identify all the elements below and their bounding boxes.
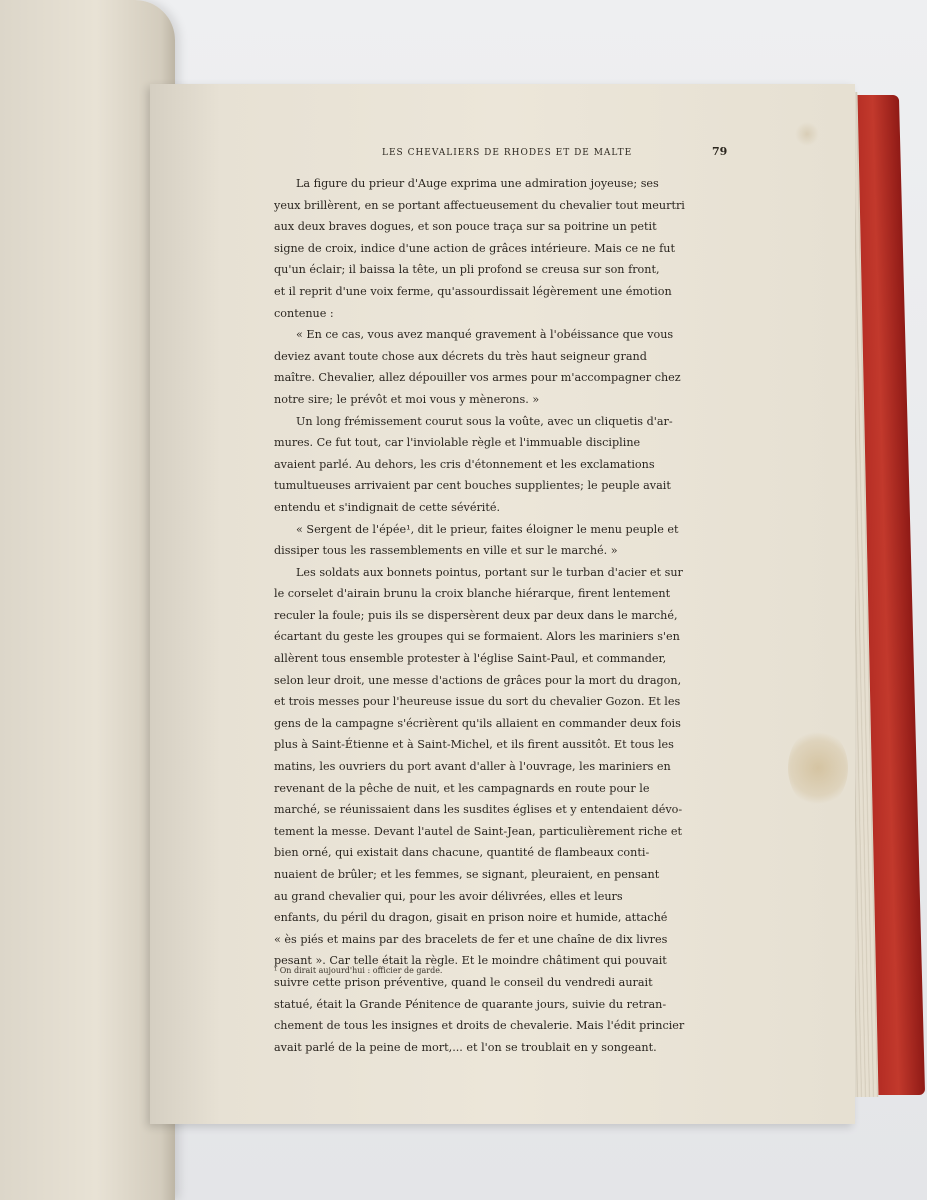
body-text xyxy=(274,173,740,1058)
text-line: nuaient de brûler; et les femmes, se signant, pleuraient, en pensant xyxy=(274,868,660,881)
text-line: entendu et s'indignait de cette sévérité. xyxy=(274,500,501,514)
text-line: notre sire; le prévôt et moi vous y mènerons. » xyxy=(274,392,540,406)
text-line: « Sergent de l'épée¹, dit le prieur, faites éloigner le menu peuple et xyxy=(296,522,679,536)
footnote: ¹ On dirait aujourd'hui : officier de garde. xyxy=(274,966,443,975)
paragraph xyxy=(274,324,740,410)
text-line: contenue : xyxy=(274,306,334,320)
text-line: suivre cette prison préventive, quand le conseil du vendredi aurait xyxy=(274,975,653,989)
text-line: mures. Ce fut tout, car l'inviolable règle et l'immuable discipline xyxy=(274,436,641,450)
text-line: allèrent tous ensemble protester à l'église Saint-Paul, et commander, xyxy=(274,652,667,666)
text-line: qu'un éclair; il baissa la tête, un pli profond se creusa sur son front, xyxy=(274,263,660,277)
paragraph xyxy=(274,519,740,562)
text-line: tement la messe. Devant l'autel de Saint-Jean, particulièrement riche et xyxy=(274,824,682,838)
text-line: bien orné, qui existait dans chacune, quantité de flambeaux conti- xyxy=(274,846,650,860)
text-line: marché, se réunissaient dans les susdites églises et y entendaient dévo- xyxy=(274,803,683,817)
text-line: reculer la foule; puis ils se dispersèrent deux par deux dans le marché, xyxy=(274,608,678,622)
text-line: chement de tous les insignes et droits de chevalerie. Mais l'édit princier xyxy=(274,1019,685,1033)
text-line: avaient parlé. Au dehors, les cris d'étonnement et les exclamations xyxy=(274,457,655,471)
text-line: Les soldats aux bonnets pointus, portant sur le turban d'acier et sur xyxy=(296,565,683,579)
paragraph xyxy=(274,173,740,324)
paragraph xyxy=(274,411,740,519)
text-line: signe de croix, indice d'une action de grâces intérieure. Mais ce ne fut xyxy=(274,241,675,255)
paragraph xyxy=(274,562,740,1059)
text-line: tumultueuses arrivaient par cent bouches supplientes; le peuple avait xyxy=(274,479,671,493)
text-line: enfants, du péril du dragon, gisait en prison noire et humide, attaché xyxy=(274,911,668,925)
text-line: dissiper tous les rassemblements en ville et sur le marché. » xyxy=(274,544,618,558)
text-line: yeux brillèrent, en se portant affectueusement du chevalier tout meurtri xyxy=(274,198,685,212)
text-line: « ès piés et mains par des bracelets de fer et une chaîne de dix livres xyxy=(274,932,668,946)
text-line: et il reprit d'une voix ferme, qu'assourdissait légèrement une émotion xyxy=(274,284,672,298)
text-line: plus à Saint-Étienne et à Saint-Michel, et ils firent aussitôt. Et tous les xyxy=(274,738,674,752)
text-line: et trois messes pour l'heureuse issue du sort du chevalier Gozon. Et les xyxy=(274,695,681,709)
text-line: Un long frémissement courut sous la voûte, avec un cliquetis d'ar- xyxy=(296,414,673,428)
text-line: au grand chevalier qui, pour les avoir délivrées, elles et leurs xyxy=(274,889,623,903)
text-line: selon leur droit, une messe d'actions de grâces pour la mort du dragon, xyxy=(274,673,682,687)
text-line: deviez avant toute chose aux décrets du très haut seigneur grand xyxy=(274,349,647,363)
text-line: maître. Chevalier, allez dépouiller vos armes pour m'accompagner chez xyxy=(274,371,681,385)
text-line: revenant de la pêche de nuit, et les campagnards en route pour le xyxy=(274,781,650,795)
text-line: La figure du prieur d'Auge exprima une admiration joyeuse; ses xyxy=(296,177,659,190)
text-line: le corselet d'airain brunu la croix blanche hiérarque, firent lentement xyxy=(274,587,671,601)
text-line: avait parlé de la peine de mort,... et l'on se troublait en y songeant. xyxy=(274,1040,657,1054)
page-number: 79 xyxy=(712,145,728,158)
foxing-stain xyxy=(788,728,848,808)
text-line: matins, les ouvriers du port avant d'aller à l'ouvrage, les mariniers en xyxy=(274,760,671,774)
text-line: « En ce cas, vous avez manqué gravement à l'obéissance que vous xyxy=(296,328,674,342)
foxing-stain-small xyxy=(795,122,819,146)
text-line: aux deux braves dogues, et son pouce traça sur sa poitrine un petit xyxy=(274,220,657,234)
text-line: pesant ». Car telle était la règle. Et le moindre châtiment qui pouvait xyxy=(274,954,667,968)
text-line: écartant du geste les groupes qui se formaient. Alors les mariniers s'en xyxy=(274,630,680,644)
running-head: LES CHEVALIERS DE RHODES ET DE MALTE xyxy=(382,148,633,158)
left-page xyxy=(0,0,175,1200)
text-line: gens de la campagne s'écrièrent qu'ils allaient en commander deux fois xyxy=(274,716,681,730)
text-line: statué, était la Grande Pénitence de quarante jours, suivie du retran- xyxy=(274,997,667,1011)
